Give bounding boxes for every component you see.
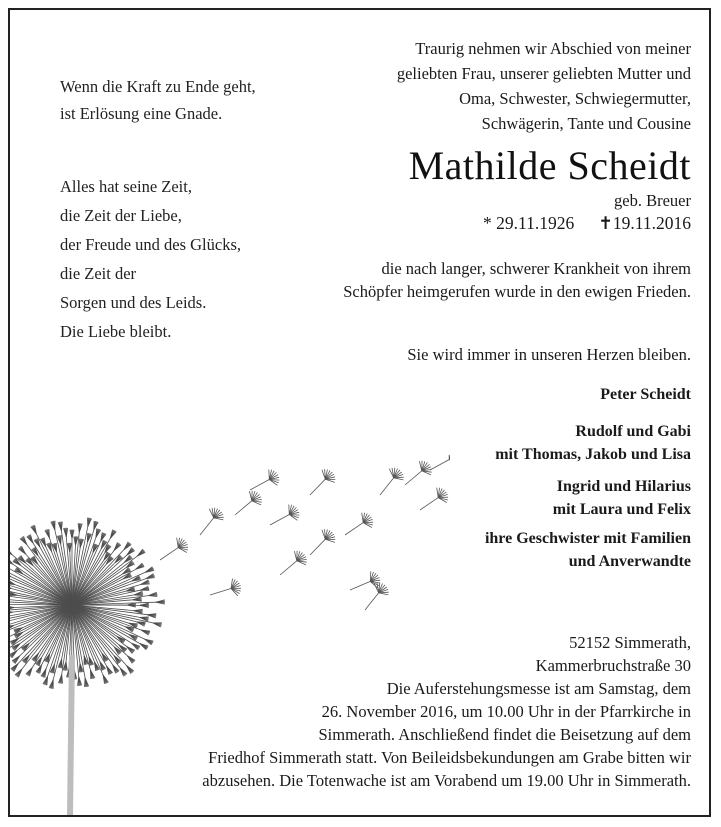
after-text <box>343 257 691 303</box>
intro-line: Traurig nehmen wir Abschied von meiner <box>415 39 691 58</box>
service-line: Die Auferstehungsmesse ist am Samstag, dem <box>386 679 691 698</box>
service-line: Friedhof Simmerath statt. Von Beileidsbekundungen am Grabe bitten wir <box>208 748 691 767</box>
maiden-name: geb. Breuer <box>614 191 691 210</box>
dandelion-stem <box>70 655 72 815</box>
service-line: abzusehen. Die Totenwache ist am Vorabend um 19.00 Uhr in Simmerath. <box>202 771 691 790</box>
family-line: ihre Geschwister mit Familien <box>484 530 691 547</box>
intro-text <box>397 36 691 136</box>
deceased-name: Mathilde Scheidt <box>408 143 691 188</box>
service-line: Simmerath. Anschließend findet die Beisetzung auf dem <box>318 725 691 744</box>
poem-top <box>60 73 256 127</box>
poem-line: ist Erlösung eine Gnade. <box>60 104 223 123</box>
family-line: mit Thomas, Jakob und Lisa <box>495 446 691 463</box>
life-dates <box>483 213 691 234</box>
death-date: ✝19.11.2016 <box>598 213 691 233</box>
service-info <box>202 677 691 792</box>
family-line: Peter Scheidt <box>600 386 691 403</box>
heart-text: Sie wird immer in unseren Herzen bleiben. <box>407 345 691 364</box>
family-line: Rudolf und Gabi <box>575 423 691 440</box>
family-siblings <box>485 527 691 573</box>
family-rudolf <box>495 420 691 466</box>
address-block <box>536 631 691 677</box>
service-line: 26. November 2016, um 10.00 Uhr in der Pfarrkirche in <box>321 702 691 721</box>
intro-line: geliebten Frau, unserer geliebten Mutter und <box>396 64 691 83</box>
poem-line: Die Liebe bleibt. <box>60 322 172 341</box>
intro-line: Oma, Schwester, Schwiegermutter, <box>459 89 691 108</box>
intro-line: Schwägerin, Tante und Cousine <box>481 114 691 133</box>
family-line: und Anverwandte <box>568 553 691 570</box>
poem-line: die Zeit der <box>60 264 137 283</box>
family-line: Ingrid und Hilarius <box>556 478 691 495</box>
poem-line: die Zeit der Liebe, <box>60 206 182 225</box>
family-line: mit Laura und Felix <box>552 501 691 518</box>
poem-line: Alles hat seine Zeit, <box>60 177 192 196</box>
birth-date: * 29.11.1926 <box>483 213 575 233</box>
poem-line: Sorgen und des Leids. <box>60 293 207 312</box>
address-line: 52152 Simmerath, <box>569 633 691 652</box>
family-peter <box>600 383 691 406</box>
poem-line: der Freude und des Glücks, <box>60 235 242 254</box>
family-ingrid <box>553 475 691 521</box>
poem-bottom <box>60 172 241 346</box>
poem-line: Wenn die Kraft zu Ende geht, <box>60 77 256 96</box>
address-line: Kammerbruchstraße 30 <box>535 656 691 675</box>
after-line: Schöpfer heimgerufen wurde in den ewigen Frieden. <box>343 282 691 301</box>
after-line: die nach langer, schwerer Krankheit von ihrem <box>381 259 691 278</box>
